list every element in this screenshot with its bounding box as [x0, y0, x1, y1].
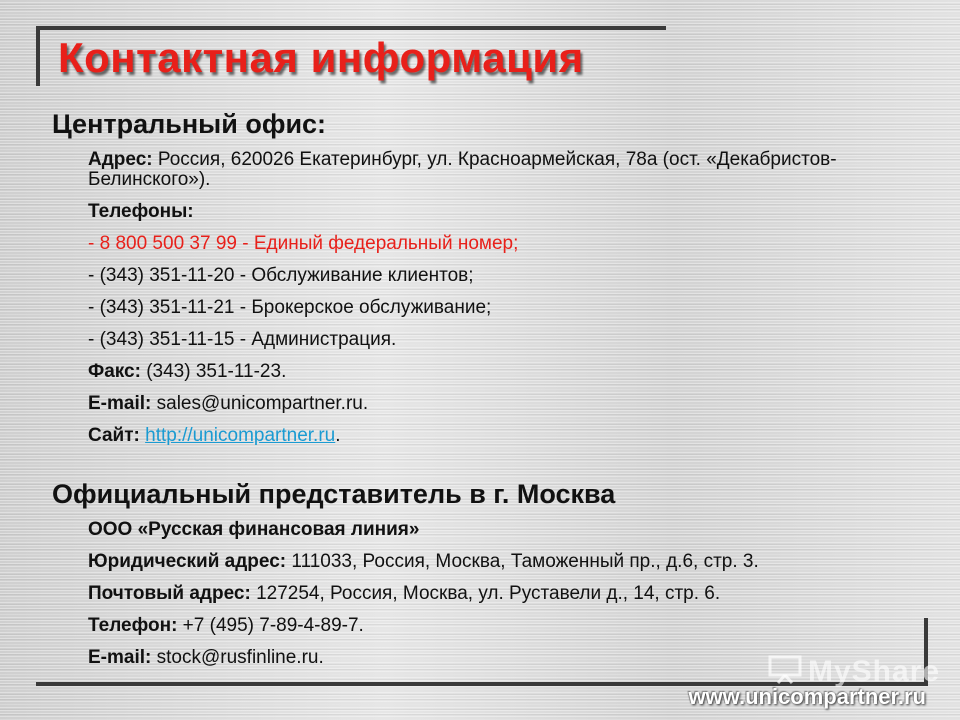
moscow-email-label: E-mail:	[88, 647, 152, 668]
phones-label: Телефоны:	[88, 201, 194, 222]
footer-url: www.unicompartner.ru	[688, 684, 926, 709]
email-label: E-mail:	[88, 393, 152, 414]
company-name: ООО «Русская финансовая линия»	[88, 519, 420, 540]
company-row	[88, 514, 932, 546]
address-value: Россия, 620026 Екатеринбург, ул. Красноармейская, 78а (ост. «Декабристов-Белинского»).	[88, 149, 837, 190]
address-row	[88, 144, 932, 196]
postal-address-value: 127254, Россия, Москва, ул. Руставели д., 14, стр. 6.	[250, 583, 721, 604]
phone-administration: - (343) 351-11-15 - Администрация.	[88, 329, 397, 350]
fax-value: (343) 351-11-23.	[140, 361, 287, 382]
watermark-text: MyShare	[808, 654, 941, 688]
central-office-heading: Центральный офис:	[52, 109, 327, 139]
moscow-phone-label: Телефон:	[88, 615, 178, 636]
moscow-office-heading: Официальный представитель в г. Москва	[52, 479, 616, 509]
fax-label: Факс:	[88, 361, 141, 382]
phones-label-row	[88, 196, 932, 228]
moscow-email-value: stock@rusfinline.ru.	[151, 647, 324, 668]
phone-brokerage: - (343) 351-11-21 - Брокерское обслуживание;	[88, 297, 492, 318]
section-spacer	[52, 452, 932, 474]
postal-address-row	[88, 578, 932, 610]
email-row	[88, 388, 932, 420]
legal-address-value: 111033, Россия, Москва, Таможенный пр., д.6, стр. 3.	[286, 551, 759, 572]
legal-address-row	[88, 546, 932, 578]
address-label: Адрес:	[88, 149, 153, 170]
phone-federal: - 8 800 500 37 99 - Единый федеральный номер;	[88, 233, 519, 254]
site-row	[88, 420, 932, 452]
email-value: sales@unicompartner.ru.	[151, 393, 369, 414]
legal-address-label: Юридический адрес:	[88, 551, 287, 572]
site-suffix: .	[335, 425, 341, 446]
moscow-phone-value: +7 (495) 7-89-4-89-7.	[177, 615, 364, 636]
fax-row	[88, 356, 932, 388]
frame-top-line	[36, 26, 666, 30]
moscow-phone-row	[88, 610, 932, 642]
contact-content	[52, 104, 932, 674]
phone-clients: - (343) 351-11-20 - Обслуживание клиентов;	[88, 265, 474, 286]
postal-address-label: Почтовый адрес:	[88, 583, 251, 604]
page-title: Контактная информация	[58, 34, 584, 81]
site-label: Сайт:	[88, 425, 140, 446]
frame-left-line	[36, 26, 40, 86]
site-link[interactable]: http://unicompartner.ru	[145, 425, 336, 446]
